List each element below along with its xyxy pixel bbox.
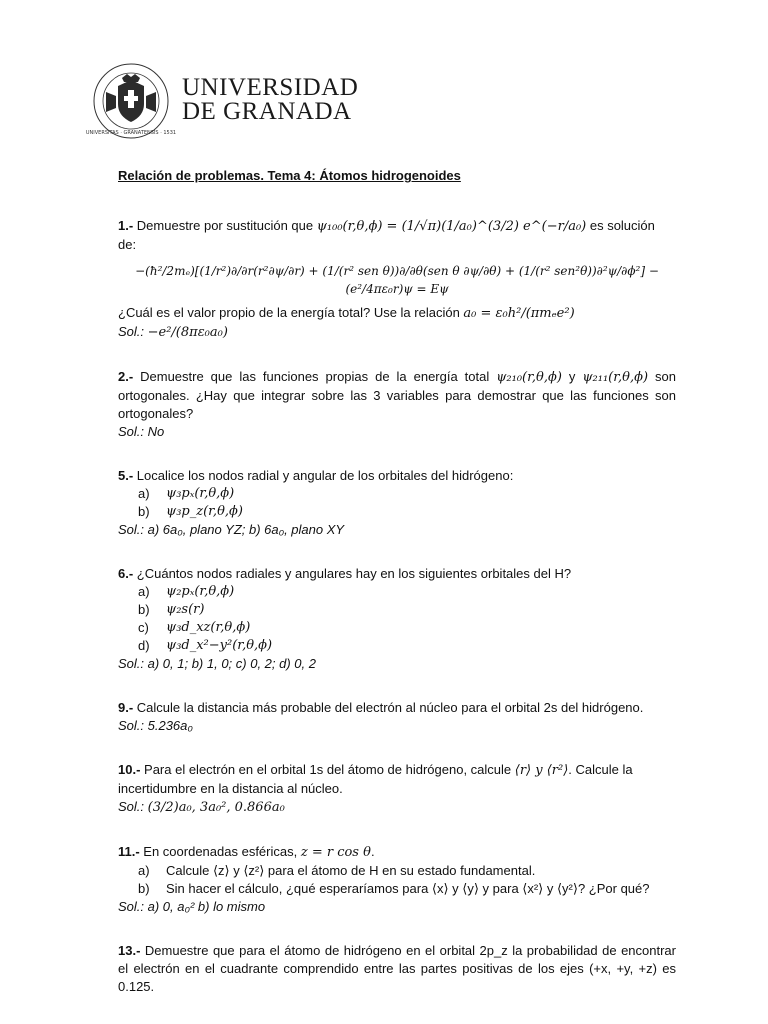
seal-lettering: UNIVERSITAS · GRANATENSIS · 1531 [85,130,177,136]
coordinate-expr: z = r cos θ [300,845,371,860]
problem-text: Demuestre que para el átomo de hidrógeno en el orbital 2p_z la probabilidad de encontrar el electrón en el cuadrante comprendido entre las partes positivas de los ejes (+x, +y, +z) es 0.125. [118,943,676,994]
item-label: a) [138,584,150,599]
problem-number: 9.- [118,700,134,715]
problem-text: ¿Cuántos nodos radiales y angulares hay en los siguientes orbitales del H? [133,566,572,581]
problem-text: son ortogonales. ¿Hay que integrar sobre las 3 variables para demostrar que las funciones son ortogonales? [118,369,676,421]
schrodinger-equation: −(ħ²/2mₑ)[(1/r²)∂/∂r(r²∂ψ/∂r) + (1/(r² sen θ))∂/∂θ(sen θ ∂ψ/∂θ) + (1/(r² sen²θ))∂²ψ/∂ϕ²] − (e²/4πε₀r)ψ = Eψ [135,264,659,296]
bohr-relation: a₀ = ε₀h²/(πmₑe²) [463,306,575,321]
item-text: Calcule ⟨z⟩ y ⟨z²⟩ para el átomo de H en su estado fundamental. [166,863,536,878]
item-label: d) [138,638,150,653]
solution: Sol.: a) 6a₀, plano YZ; b) 6a₀, plano XY [118,522,345,537]
problem-number: 13.- [118,943,141,958]
problem-number: 5.- [118,468,134,483]
problem-number: 10.- [118,762,141,777]
wavefunction-expr: ψ₁₀₀(r,θ,ϕ) = (1/√π)(1/a₀)^(3/2) e^(−r/a₀) [316,219,587,234]
conjunction: y [561,369,583,384]
solution: Sol.: No [118,424,165,439]
solution [118,323,676,342]
university-header [85,62,359,142]
wavefunction-expr: ψ₂₁₁(r,θ,ϕ) [582,370,649,385]
item-label: b) [138,602,150,617]
problem-text: . [370,844,375,859]
page-title: Relación de problemas. Tema 4: Átomos hidrogenoides [118,168,461,183]
solution-label: Sol.: [118,324,148,339]
problem-number: 11.- [118,844,140,859]
solution: Sol.: a) 0, 1; b) 1, 0; c) 0, 2; d) 0, 2 [118,656,316,671]
list-item [118,503,676,521]
list-item [118,619,676,637]
wavefunction-expr: ψ₂₁₀(r,θ,ϕ) [496,370,562,385]
problem-text: Demuestre que las funciones propias de la energía total [133,369,497,384]
problem-text: En coordenadas esféricas, [139,844,301,859]
item-text: Sin hacer el cálculo, ¿qué esperaríamos para ⟨x⟩ y ⟨y⟩ y para ⟨x²⟩ y ⟨y²⟩? ¿Por qué? [166,881,650,896]
solution: Sol.: 5.236a₀ [118,718,193,733]
problem-question: ¿Cuál es el valor propio de la energía total? Use la relación [118,305,464,320]
problem-11 [118,843,676,916]
item-label: a) [138,863,150,878]
orbital-expr: ψ₃pₓ(r,θ,ϕ) [166,486,235,501]
item-label: b) [138,504,150,519]
university-name [182,76,358,124]
solution-value: (3/2)a₀, 3a₀², 0.866a₀ [147,800,285,815]
problem-text: Para el electrón en el orbital 1s del átomo de hidrógeno, calcule [140,762,515,777]
university-line2: DE GRANADA [182,98,352,125]
list-item [118,637,676,655]
problem-10 [118,761,676,817]
problem-9 [118,699,676,735]
item-label: c) [138,620,149,635]
university-line1: UNIVERSIDAD [182,74,359,101]
orbital-expr: ψ₂s(r) [166,602,205,617]
problem-13 [118,942,676,996]
problem-text: es solución de: [118,218,655,252]
expectation-expr: ⟨r⟩ y ⟨r²⟩ [514,763,569,778]
orbital-expr: ψ₃p_z(r,θ,ϕ) [166,504,243,519]
orbital-expr: ψ₃d_xz(r,θ,ϕ) [166,620,251,635]
problem-text: Demuestre por sustitución que [133,218,317,233]
list-item [118,601,676,619]
problem-number: 2.- [118,369,134,384]
university-seal-icon [85,62,177,140]
list-item [118,485,676,503]
list-item [118,862,676,880]
solution: Sol.: a) 0, a₀² b) lo mismo [118,899,266,914]
problem-2 [118,368,676,441]
problem-text: . Calcule la incertidumbre en la distancia al núcleo. [118,762,633,796]
solution-value: −e²/(8πε₀a₀) [147,325,228,340]
problem-text: Localice los nodos radial y angular de los orbitales del hidrógeno: [133,468,514,483]
orbital-expr: ψ₃d_x²−y²(r,θ,ϕ) [166,638,273,653]
problem-number: 1.- [118,218,134,233]
item-label: b) [138,881,150,896]
problem-1 [118,217,676,342]
solution [118,798,676,817]
list-item [118,880,676,898]
item-label: a) [138,486,150,501]
list-item [118,583,676,601]
problem-text: Calcule la distancia más probable del electrón al núcleo para el orbital 2s del hidrógeno. [133,700,644,715]
problem-6 [118,565,676,673]
orbital-expr: ψ₂pₓ(r,θ,ϕ) [166,584,235,599]
problem-list [118,168,676,996]
solution-label: Sol.: [118,799,148,814]
problem-5 [118,467,676,539]
problem-number: 6.- [118,566,134,581]
